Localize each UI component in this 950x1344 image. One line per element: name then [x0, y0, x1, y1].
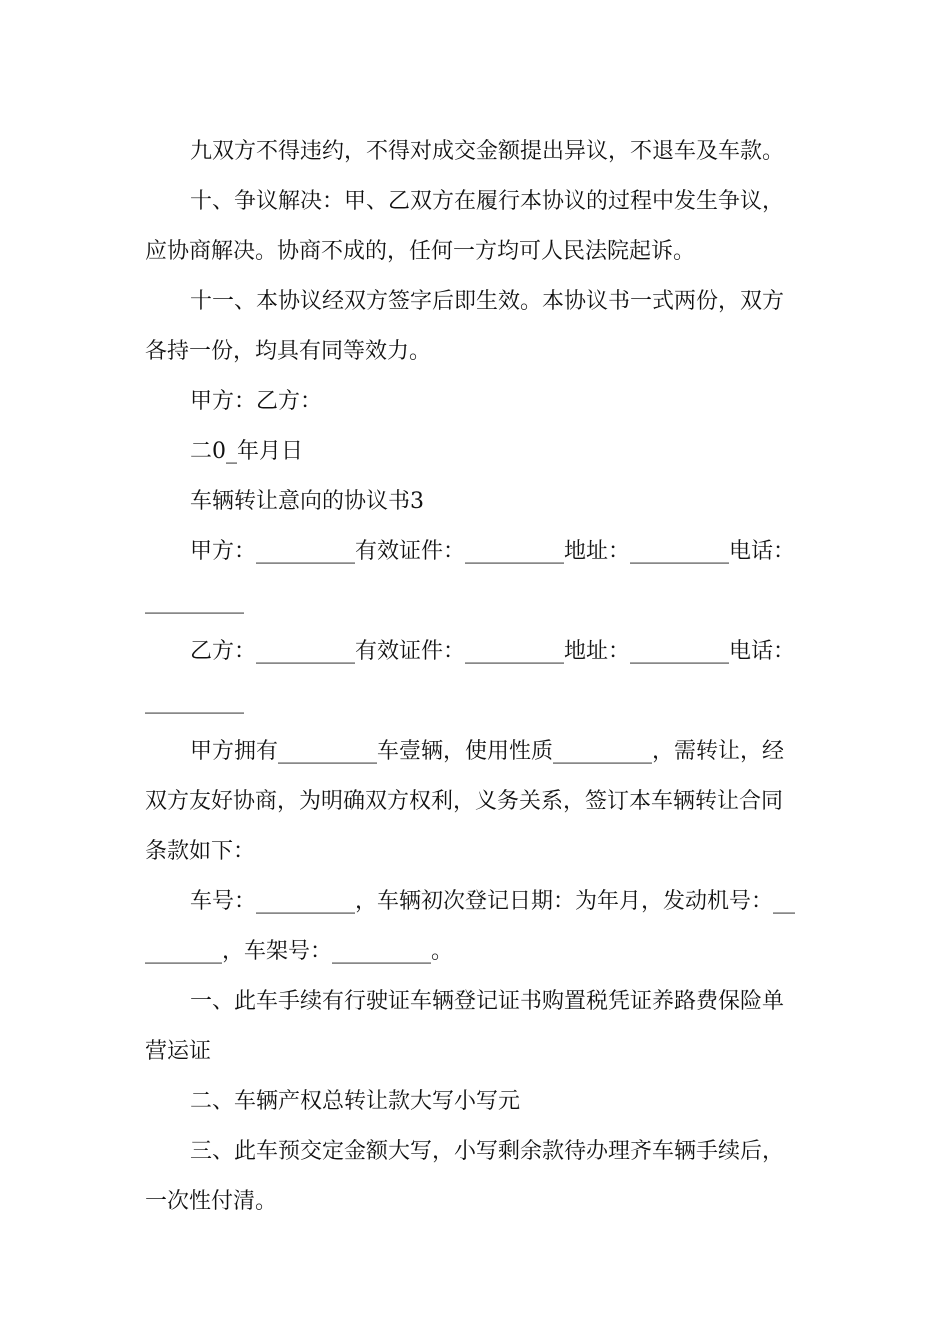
- party-b-info-line: 乙方：_________有效证件：_________地址：_________电话：: [190, 639, 796, 664]
- clause-three-line-1: 三、此车预交定金额大写，小写剩余款待办理齐车辆手续后，: [190, 1139, 785, 1164]
- signature-parties-line: 甲方：乙方：: [190, 389, 323, 414]
- clause-one-line-1: 一、此车手续有行驶证车辆登记证书购置税凭证养路费保险单: [190, 989, 785, 1014]
- clause-ten-line-1: 十、争议解决：甲、乙双方在履行本协议的过程中发生争议，: [190, 189, 785, 214]
- clause-three-line-2: 一次性付清。: [145, 1189, 278, 1214]
- vehicle-info-line-2: _______，车架号：_________。: [145, 939, 454, 964]
- clause-nine-line: 九双方不得违约，不得对成交金额提出异议，不退车及车款。: [190, 139, 785, 164]
- vehicle-info-line-1: 车号：_________，车辆初次登记日期：为年月，发动机号：__: [190, 889, 796, 914]
- clause-eleven-line-2: 各持一份，均具有同等效力。: [145, 339, 432, 364]
- intro-line-3: 条款如下：: [145, 839, 256, 864]
- party-a-info-line: 甲方：_________有效证件：_________地址：_________电话：: [190, 539, 796, 564]
- intro-line-1: 甲方拥有_________车壹辆，使用性质_________，需转让，经: [190, 739, 785, 764]
- clause-eleven-line-1: 十一、本协议经双方签字后即生效。本协议书一式两份，双方: [190, 289, 785, 314]
- date-line: 二0_年月日: [190, 439, 303, 464]
- party-a-phone-blank: _________: [145, 589, 244, 614]
- agreement-title: 车辆转让意向的协议书3: [190, 489, 424, 514]
- party-b-phone-blank: _________: [145, 689, 244, 714]
- clause-two-line: 二、车辆产权总转让款大写小写元: [190, 1089, 521, 1114]
- intro-line-2: 双方友好协商，为明确双方权利，义务关系，签订本车辆转让合同: [145, 789, 784, 814]
- clause-ten-line-2: 应协商解决。协商不成的，任何一方均可人民法院起诉。: [145, 239, 696, 264]
- clause-one-line-2: 营运证: [145, 1039, 212, 1064]
